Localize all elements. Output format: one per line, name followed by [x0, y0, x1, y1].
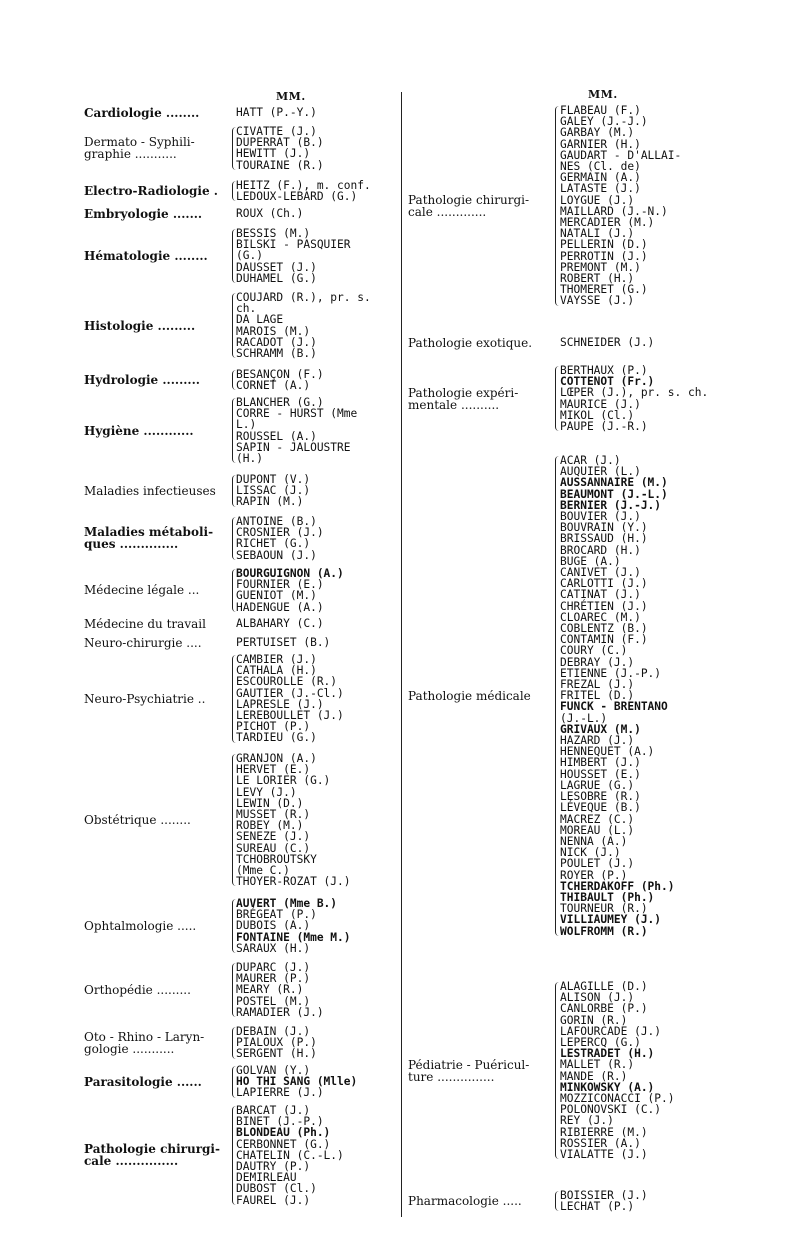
- member-name: THIBAULT (Ph.): [560, 890, 655, 904]
- left-mm-header: MM.: [276, 90, 306, 103]
- brace: [555, 366, 559, 431]
- specialty-label: [84, 1076, 202, 1088]
- member-list: [560, 1190, 648, 1212]
- specialty-line: Electro-Radiologie .: [84, 184, 218, 199]
- member-name: AUQUIER (L.): [560, 465, 641, 479]
- specialty-label: [84, 693, 205, 705]
- member-name: CORNET (A.): [236, 379, 311, 393]
- member-list: [236, 962, 324, 1018]
- member-list: [236, 516, 324, 561]
- specialty-label: [84, 250, 208, 262]
- member-name: VAYSSE (J.): [560, 294, 635, 308]
- member-name: LAFOURCADE (J.): [560, 1024, 662, 1038]
- member-list: [236, 1105, 344, 1206]
- specialty-line: Pathologie expéri-: [408, 385, 519, 400]
- member-name: HAZARD (J.): [560, 734, 635, 748]
- member-name: CONTAMIN (F.): [560, 633, 648, 647]
- specialty-line: Pathologie médicale: [408, 688, 531, 703]
- member-name: SARAUX (H.): [236, 941, 311, 955]
- specialty-line: Pharmacologie .....: [408, 1194, 522, 1209]
- member-name: SAPIN - JALOUSTRE: [236, 440, 351, 454]
- member-name: MOZZICONACCI (P.): [560, 1092, 675, 1106]
- member-name: CHATELIN (C.-L.): [236, 1148, 344, 1162]
- member-name: FONTAINE (Mme M.): [236, 930, 351, 944]
- member-name: MAURER (P.): [236, 972, 311, 986]
- specialty-line: mentale ..........: [408, 397, 500, 412]
- member-name: CORRE - HURST (Mme: [236, 407, 358, 421]
- member-name: THOYER-ROZAT (J.): [236, 875, 351, 889]
- member-name: CANIVET (J.): [560, 566, 641, 580]
- member-name: ROBERT (H.): [560, 272, 635, 286]
- member-name: PAUPE (J.-R.): [560, 420, 648, 434]
- member-name: GORIN (R.): [560, 1013, 628, 1027]
- member-name: GARNIER (H.): [560, 137, 641, 151]
- member-name: LISSAC (J.): [236, 484, 311, 498]
- member-name: MINKOWSKY (A.): [560, 1080, 655, 1094]
- member-name: TOURNEUR (R.): [560, 902, 648, 916]
- member-name: MOREAU (L.): [560, 823, 635, 837]
- member-name: SERGENT (H.): [236, 1047, 317, 1061]
- member-name: MAURICE (J.): [560, 397, 641, 411]
- member-name: COUJARD (R.), pr. s.: [236, 291, 371, 304]
- member-name: GAUTIER (J.-Cl.): [236, 686, 344, 700]
- member-name: AUSSANNAIRE (M.): [560, 476, 668, 490]
- member-name: BOUVRAIN (Y.): [560, 521, 648, 535]
- member-name: FUNCK - BRENTANO: [560, 700, 668, 714]
- member-list: [236, 397, 357, 464]
- member-name: CAMBIER (J.): [236, 653, 317, 666]
- member-name: MEARY (R.): [236, 983, 304, 997]
- member-name: CLOAREC (M.): [560, 610, 641, 624]
- member-name: HEWITT (J.): [236, 147, 311, 161]
- member-name: HERVET (E.): [236, 763, 311, 777]
- member-name: CERBONNET (G.): [236, 1137, 331, 1151]
- member-list: [236, 753, 351, 887]
- specialty-label: [408, 194, 529, 218]
- specialty-label: [84, 374, 200, 386]
- member-name: LŒPER (J.), pr. s. ch.: [560, 386, 709, 400]
- member-list: [560, 105, 681, 307]
- member-name: HADENGUE (A.): [236, 600, 324, 614]
- specialty-line: cale .............: [408, 204, 487, 219]
- member-name: ROBEY (M.): [236, 819, 304, 833]
- member-name: MANDE (R.): [560, 1069, 628, 1083]
- specialty-line: ture ...............: [408, 1069, 495, 1084]
- member-name: CATINAT (J.): [560, 588, 641, 602]
- member-name: SEBAOUN (J.): [236, 548, 317, 562]
- member-name: HO THI SANG (Mlle): [236, 1075, 358, 1089]
- specialty-label: [84, 320, 195, 332]
- specialty-label: [84, 185, 218, 197]
- specialty-line: Obstétrique ........: [84, 813, 191, 828]
- member-name: COTTENOT (Fr.): [560, 375, 655, 389]
- specialty-label: [408, 337, 532, 349]
- specialty-label: [84, 425, 194, 437]
- member-name: LESTRADET (H.): [560, 1047, 655, 1061]
- member-list: [236, 208, 303, 219]
- member-name: HIMBERT (J.): [560, 756, 641, 770]
- member-name: BINET (J.-P.): [236, 1115, 324, 1129]
- member-list: [236, 568, 344, 613]
- member-list: [236, 126, 324, 171]
- member-name: BOURGUIGNON (A.): [236, 567, 344, 580]
- member-name: BUGE (A.): [560, 554, 621, 568]
- member-name: CIVATTE (J.): [236, 125, 317, 138]
- member-name: DAUSSET (J.): [236, 260, 317, 274]
- specialty-label: [84, 526, 213, 550]
- member-name: AUVERT (Mme B.): [236, 897, 338, 910]
- member-name: LAPRESLE (J.): [236, 697, 324, 711]
- member-name: LEWIN (D.): [236, 796, 304, 810]
- member-name: POLONOVSKI (C.): [560, 1103, 662, 1117]
- member-name: HATT (P.-Y.): [236, 106, 317, 119]
- member-name: LEVY (J.): [236, 785, 297, 799]
- member-name: BLANCHER (G.): [236, 396, 324, 409]
- specialty-label: [84, 920, 196, 932]
- member-name: LESOBRE (R.): [560, 790, 641, 804]
- member-list: [236, 618, 324, 629]
- member-name: CATHALA (H.): [236, 664, 317, 678]
- member-name: ROYER (P.): [560, 868, 628, 882]
- member-name: GRANJON (A.): [236, 752, 317, 765]
- specialty-line: Oto - Rhino - Laryn-: [84, 1029, 205, 1044]
- member-name: PREMONT (M.): [560, 260, 641, 274]
- member-name: BOISSIER (J.): [560, 1189, 648, 1202]
- specialty-line: Médecine du travail: [84, 617, 206, 631]
- member-name: DUPERRAT (B.): [236, 136, 324, 150]
- member-name: ACAR (J.): [560, 454, 621, 467]
- member-name: NENNA (A.): [560, 834, 628, 848]
- specialty-line: graphie ...........: [84, 147, 177, 162]
- member-name: MIKOL (Cl.): [560, 408, 635, 422]
- member-name: ch.: [236, 302, 257, 316]
- member-name: RAPIN (M.): [236, 495, 304, 509]
- specialty-line: Hygiène ............: [84, 423, 194, 438]
- member-name: VIALATTE (J.): [560, 1148, 648, 1162]
- brace: [555, 106, 559, 306]
- specialty-line: ques ..............: [84, 537, 179, 552]
- member-name: DA LAGE: [236, 313, 284, 327]
- specialty-line: Maladies métaboli-: [84, 525, 214, 540]
- member-name: DAUTRY (P.): [236, 1160, 311, 1174]
- member-name: LECHAT (P.): [560, 1200, 635, 1214]
- member-name: RACADOT (J.): [236, 335, 317, 349]
- member-name: GARBAY (M.): [560, 126, 635, 140]
- member-name: BILSKI - PASQUIER: [236, 238, 351, 252]
- member-list: [236, 228, 351, 284]
- member-name: FRITEL (D.): [560, 689, 635, 703]
- specialty-label: [84, 984, 191, 996]
- brace: [555, 1191, 559, 1211]
- member-name: PERROTIN (J.): [560, 249, 648, 263]
- member-list: [236, 1026, 317, 1060]
- member-name: FAUREL (J.): [236, 1193, 311, 1207]
- specialty-label: [84, 136, 195, 160]
- member-name: LÉVEQUE (B.): [560, 801, 641, 815]
- member-name: ESCOUROLLE (R.): [236, 675, 338, 689]
- member-name: MACREZ (C.): [560, 812, 635, 826]
- member-list: [236, 292, 371, 359]
- member-name: POSTEL (M.): [236, 994, 311, 1008]
- member-name: BLONDEAU (Ph.): [236, 1126, 331, 1140]
- specialty-label: [84, 485, 216, 497]
- specialty-line: Maladies infectieuses: [84, 483, 216, 498]
- brace: [555, 982, 559, 1159]
- member-list: [560, 337, 654, 348]
- member-list: [236, 369, 324, 391]
- member-name: BRISSAUD (H.): [560, 532, 648, 546]
- member-name: LATASTE (J.): [560, 182, 641, 196]
- member-name: LEPERCQ (G.): [560, 1036, 641, 1050]
- specialty-label: [408, 387, 518, 411]
- member-name: FREZAL (J.): [560, 678, 635, 692]
- specialty-label: [84, 107, 199, 119]
- member-list: [236, 654, 344, 744]
- specialty-line: Histologie .........: [84, 318, 196, 333]
- member-name: GOLVAN (Y.): [236, 1064, 311, 1077]
- member-list: [560, 365, 708, 432]
- member-name: FOURNIER (E.): [236, 578, 324, 592]
- specialty-line: Orthopédie .........: [84, 983, 191, 997]
- member-name: DUHAMEL (G.): [236, 271, 317, 285]
- member-name: BERNIER (J.-J.): [560, 498, 662, 512]
- member-name: DUBOST (Cl.): [236, 1182, 317, 1196]
- member-name: BROCARD (H.): [560, 543, 641, 557]
- specialty-line: Neuro-Psychiatrie ..: [84, 691, 206, 706]
- specialty-line: Pédiatrie - Puéricul-: [408, 1057, 530, 1072]
- member-name: LAPIERRE (J.): [236, 1086, 324, 1100]
- member-name: RICHET (G.): [236, 537, 311, 551]
- member-name: BERTHAUX (P.): [560, 364, 648, 377]
- member-name: BRÉGEAT (P.): [236, 908, 317, 922]
- member-name: (G.): [236, 249, 263, 263]
- member-name: LAGRUE (G.): [560, 778, 635, 792]
- member-name: CROSNIER (J.): [236, 526, 324, 540]
- member-name: ROUX (Ch.): [236, 207, 304, 220]
- member-name: DEBAIN (J.): [236, 1025, 311, 1038]
- column-divider: [401, 92, 402, 1217]
- member-name: THOMERET (G.): [560, 283, 648, 297]
- specialty-label: [84, 637, 202, 649]
- member-name: RIBIERRE (M.): [560, 1125, 648, 1139]
- member-name: ETIENNE (J.-P.): [560, 666, 662, 680]
- specialty-line: Pathologie chirurgi-: [408, 192, 530, 207]
- member-name: DEBRAY (J.): [560, 655, 635, 669]
- specialty-label: [84, 584, 199, 596]
- member-name: ANTOINE (B.): [236, 515, 317, 528]
- member-name: BARCAT (J.): [236, 1104, 311, 1117]
- specialty-line: Hydrologie .........: [84, 373, 200, 388]
- member-name: SCHNEIDER (J.): [560, 336, 655, 349]
- member-name: SCHRAMM (B.): [236, 347, 317, 361]
- specialty-line: Dermato - Syphili-: [84, 135, 195, 150]
- member-name: (H.): [236, 452, 263, 466]
- member-name: DUPONT (V.): [236, 473, 311, 486]
- member-list: [236, 107, 317, 118]
- member-name: PIALOUX (P.): [236, 1036, 317, 1050]
- member-list: [236, 898, 351, 954]
- member-name: HEITZ (F.), m. conf.: [236, 179, 371, 192]
- member-list: [236, 637, 330, 648]
- member-name: BOUVIER (J.): [560, 510, 641, 524]
- specialty-line: Neuro-chirurgie ....: [84, 636, 202, 650]
- member-name: MAROIS (M.): [236, 324, 311, 338]
- member-name: SENEZE (J.): [236, 830, 311, 844]
- member-name: MALLET (R.): [560, 1058, 635, 1072]
- member-name: ROSSIER (A.): [560, 1136, 641, 1150]
- member-name: GAUDART - D'ALLAI-: [560, 148, 682, 162]
- member-name: COBLENTZ (B.): [560, 622, 648, 636]
- member-name: WOLFROMM (R.): [560, 924, 648, 938]
- member-name: CHRÉTIEN (J.): [560, 599, 648, 613]
- member-name: (Mme C.): [236, 864, 290, 878]
- member-name: LEREBOULLET (J.): [236, 709, 344, 723]
- member-name: REY (J.): [560, 1114, 614, 1128]
- member-name: BEAUMONT (J.-L.): [560, 487, 668, 501]
- member-name: MUSSET (R.): [236, 808, 311, 822]
- brace: [555, 456, 559, 936]
- member-name: TARDIEU (G.): [236, 731, 317, 745]
- member-name: NATALI (J.): [560, 227, 635, 241]
- member-list: [236, 474, 310, 508]
- member-name: CARLOTTI (J.): [560, 577, 648, 591]
- member-name: VILLIAUMEY (J.): [560, 913, 662, 927]
- member-list: [560, 981, 675, 1160]
- member-name: TCHOBROUTSKY: [236, 852, 317, 866]
- specialty-line: cale ...............: [84, 1154, 179, 1169]
- member-name: DUBOIS (A.): [236, 919, 311, 933]
- right-mm-header: MM.: [588, 88, 618, 101]
- specialty-line: Pathologie exotique.: [408, 336, 533, 350]
- member-name: MERCADIER (M.): [560, 216, 655, 230]
- member-name: ALAGILLE (D.): [560, 980, 648, 993]
- member-name: DUPARC (J.): [236, 961, 311, 974]
- member-name: PICHOT (P.): [236, 720, 311, 734]
- specialty-label: [408, 1195, 522, 1207]
- member-name: CANLORBE (P.): [560, 1002, 648, 1016]
- member-list: [236, 180, 371, 202]
- member-name: COURY (C.): [560, 644, 628, 658]
- member-name: PELLERIN (D.): [560, 238, 648, 252]
- specialty-line: Cardiologie ........: [84, 106, 200, 120]
- member-name: NES (Cl. de): [560, 160, 641, 174]
- member-name: TOURAINE (R.): [236, 158, 324, 172]
- specialty-label: [84, 1031, 204, 1055]
- member-name: RAMADIER (J.): [236, 1005, 324, 1019]
- member-name: NICK (J.): [560, 846, 621, 860]
- specialty-label: [408, 690, 531, 702]
- member-name: PERTUISET (B.): [236, 636, 331, 649]
- member-name: LE LORIER (G.): [236, 774, 331, 788]
- member-name: ALBAHARY (C.): [236, 617, 324, 630]
- member-name: HOUSSET (E.): [560, 767, 641, 781]
- member-name: FLABEAU (F.): [560, 104, 641, 117]
- member-name: SUREAU (C.): [236, 841, 311, 855]
- member-name: GUENIOT (M.): [236, 589, 317, 603]
- member-name: GRIVAUX (M.): [560, 722, 641, 736]
- member-name: GERMAIN (A.): [560, 171, 641, 185]
- member-list: [560, 455, 675, 937]
- member-name: TCHERDAKOFF (Ph.): [560, 879, 675, 893]
- specialty-label: [408, 1059, 529, 1083]
- specialty-label: [84, 814, 191, 826]
- specialty-line: Pathologie chirurgi-: [84, 1142, 220, 1157]
- specialty-label: [84, 208, 202, 220]
- specialty-line: Parasitologie ......: [84, 1074, 202, 1089]
- member-name: LEDOUX-LEBARD (G.): [236, 190, 358, 204]
- specialty-line: Médecine légale ...: [84, 583, 200, 598]
- member-name: POULET (J.): [560, 857, 635, 871]
- specialty-label: [84, 1143, 220, 1167]
- member-list: [236, 1065, 357, 1099]
- member-name: GALEY (J.-J.): [560, 115, 648, 129]
- member-name: ROUSSEL (A.): [236, 429, 317, 443]
- member-name: L.): [236, 418, 257, 432]
- member-name: HENNEQUET (A.): [560, 745, 655, 759]
- specialty-line: gologie ...........: [84, 1041, 175, 1056]
- member-name: BESANÇON (F.): [236, 368, 324, 381]
- member-name: (J.-L.): [560, 711, 608, 725]
- specialty-line: Hématologie ........: [84, 249, 208, 263]
- member-name: LOYGUE (J.): [560, 193, 635, 207]
- specialty-label: [84, 618, 206, 630]
- member-name: ALISON (J.): [560, 991, 635, 1005]
- member-name: DEMIRLEAU: [236, 1171, 297, 1185]
- specialty-line: Embryologie .......: [84, 207, 203, 221]
- member-name: MAILLARD (J.-N.): [560, 204, 668, 218]
- member-name: BESSIS (M.): [236, 227, 311, 240]
- specialty-line: Ophtalmologie .....: [84, 919, 197, 933]
